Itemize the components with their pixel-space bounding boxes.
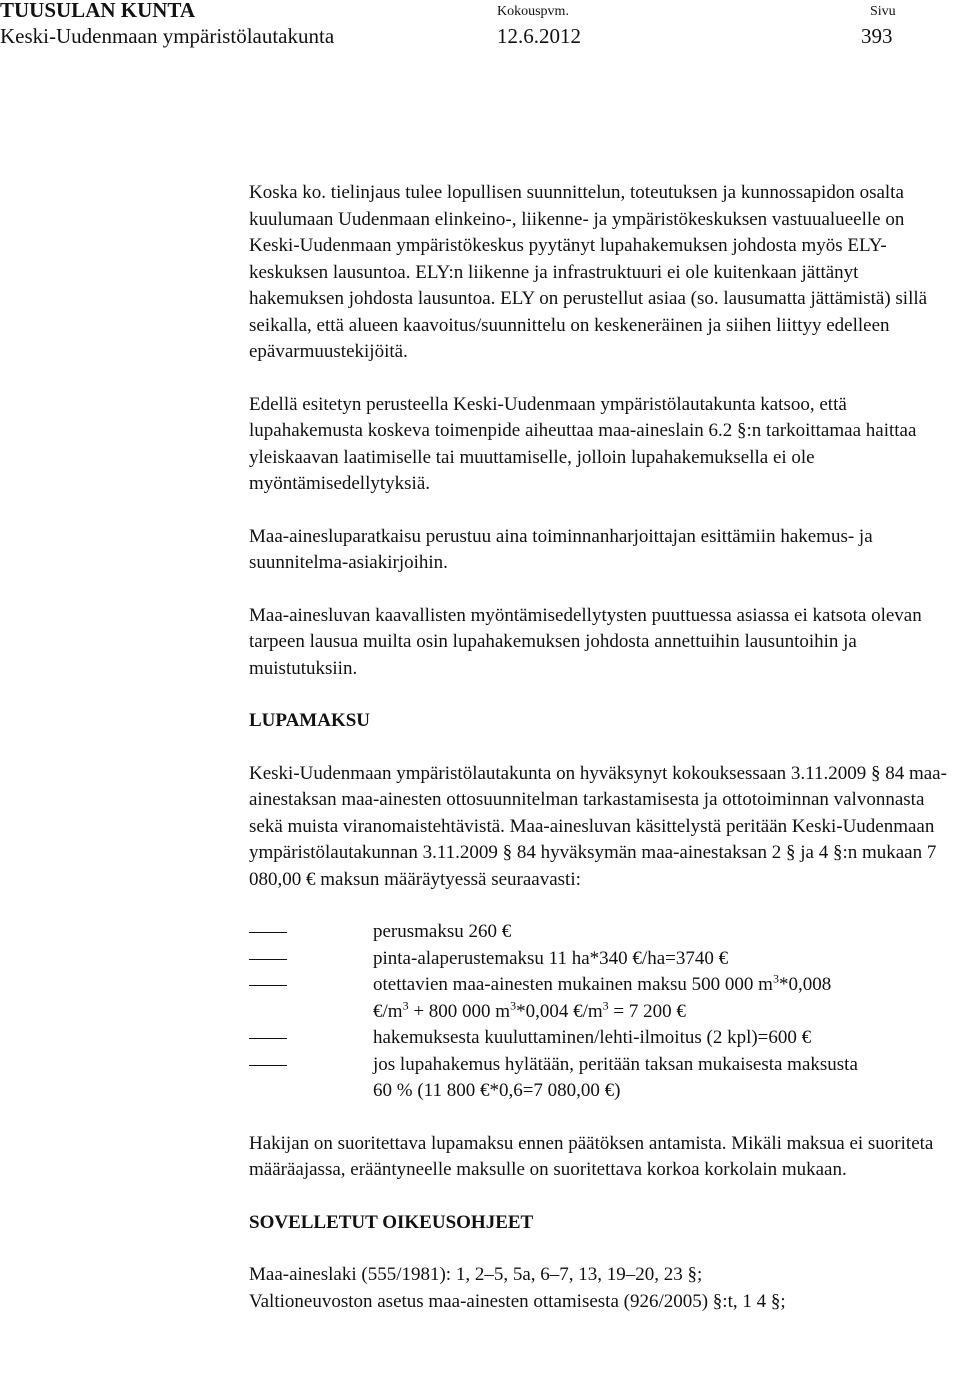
- organization-name: TUUSULAN KUNTA: [0, 0, 196, 22]
- fee-item-line-2: 60 % (11 800 €*0,6=7 080,00 €): [373, 1080, 621, 1101]
- dash-bullet: [249, 932, 287, 933]
- page-header: [0, 0, 960, 60]
- section-heading-lupamaksu: LUPAMAKSU: [249, 710, 371, 731]
- fee-item-line-1: otettavien maa-ainesten mukainen maksu 500 000 $m^3*0,008$: [373, 971, 832, 995]
- fee-item-text: perusmaksu 260 €: [373, 921, 512, 942]
- fee-item-line-1: jos lupahakemus hylätään, peritään taksan mukaisesta maksusta: [373, 1053, 858, 1075]
- paragraph-board-conclusion: Edellä esitetyn perusteella Keski-Uudenmaan ympäristölautakunta katsoo, että lupahakemusta koskeva toimenpide aiheuttaa maa-aineslain 6.2 §:n tarkoittamaa haittaa yleiskaavan laatimiselle tai muuttamiselle, jolloin lupahakemuksella ei ole myöntämisedellytyksiä.: [249, 393, 917, 494]
- fee-item-area: [249, 946, 955, 973]
- board-name: Keski-Uudenmaan ympäristölautakunta: [0, 24, 335, 48]
- fee-item-text: hakemuksesta kuuluttaminen/lehti-ilmoitus (2 kpl)=600 €: [373, 1027, 812, 1048]
- meeting-date: 12.6.2012: [497, 24, 581, 48]
- paragraph-payment-terms: Hakijan on suoritettava lupamaksu ennen päätöksen antamista. Mikäli maksua ei suoriteta määräajassa, erääntyneelle maksulle on suoritettava korkoa korkolain mukaan.: [249, 1132, 934, 1180]
- paragraph-fee-intro: Keski-Uudenmaan ympäristölautakunta on hyväksynyt kokouksessaan 3.11.2009 § 84 maa-ainestaksan maa-ainesten ottosuunnitelman tarkastamisesta ja ottotoiminnan valvonnasta sekä muista viranomaistehtävistä. Maa-ainesluvan käsittelystä peritään Keski-Uudenmaan ympäristölautakunnan 3.11.2009 § 84 hyväksymän maa-ainestaksan 2 § ja 4 §:n mukaan 7 080,00 € maksun määräytyessä seuraavasti:: [249, 762, 947, 890]
- dash-bullet: [249, 959, 287, 960]
- applied-law-line-1: Maa-aineslaki (555/1981): 1, 2–5, 5a, 6–7, 13, 19–20, 23 §;: [249, 1264, 703, 1285]
- applied-law-line-2: Valtioneuvoston asetus maa-ainesten ottamisesta (926/2005) §:t, 1 4 §;: [249, 1290, 786, 1312]
- paragraph-permit-basis: Maa-ainesluparatkaisu perustuu aina toiminnanharjoittajan esittämiin hakemus- ja suunnitelma-asiakirjoihin.: [249, 525, 873, 573]
- section-heading-sovelletut: SOVELLETUT OIKEUSOHJEET: [249, 1211, 534, 1233]
- dash-bullet: [249, 985, 287, 986]
- fee-item-text: pinta-alaperustemaksu 11 ha*340 €/ha=3740 €: [373, 947, 729, 969]
- meeting-date-label: Kokouspvm.: [497, 4, 569, 19]
- document-body: [249, 180, 955, 1315]
- paragraph-statements-note: Maa-ainesluvan kaavallisten myöntämisedellytysten puuttuessa asiassa ei katsota olevan tarpeen lausua muilta osin lupahakemuksen johdosta annettuihin lausuntoihin ja muistutuksiin.: [249, 604, 922, 679]
- dash-bullet: [249, 1065, 287, 1066]
- fee-item-volume: [249, 972, 955, 1025]
- paragraph-ely-statement: Koska ko. tielinjaus tulee lopullisen suunnittelun, toteutuksen ja kunnossapidon osalta kuulumaan Uudenmaan elinkeino-, liikenne- ja ympäristökeskuksen vastuualueelle on Keski-Uudenmaan ympäristökeskus pyytänyt lupahakemuksen johdosta myös ELY-keskuksen lausuntoa. ELY:n liikenne ja infrastruktuuri ei ole kuitenkaan jättänyt hakemuksen johdosta lausuntoa. ELY on perustellut asiaa (so. lausumatta jättämistä) sillä seikalla, että alueen kaavoitus/suunnittelu on keskeneräinen ja siihen liittyy edelleen epävarmuustekijöitä.: [249, 182, 928, 362]
- page-label: Sivu: [870, 4, 896, 19]
- fee-item-announcement: [249, 1025, 955, 1052]
- fee-item-base: [249, 919, 955, 946]
- fee-item-line-2: $€/m^3 + 800$ 000 $m^3*0,004$ $€/m^3 = 7$ 200 €: [373, 998, 686, 1022]
- dash-bullet: [249, 1038, 287, 1039]
- fee-item-rejection: [249, 1052, 955, 1105]
- page-number: 393: [861, 24, 893, 48]
- fee-list: [249, 919, 955, 1105]
